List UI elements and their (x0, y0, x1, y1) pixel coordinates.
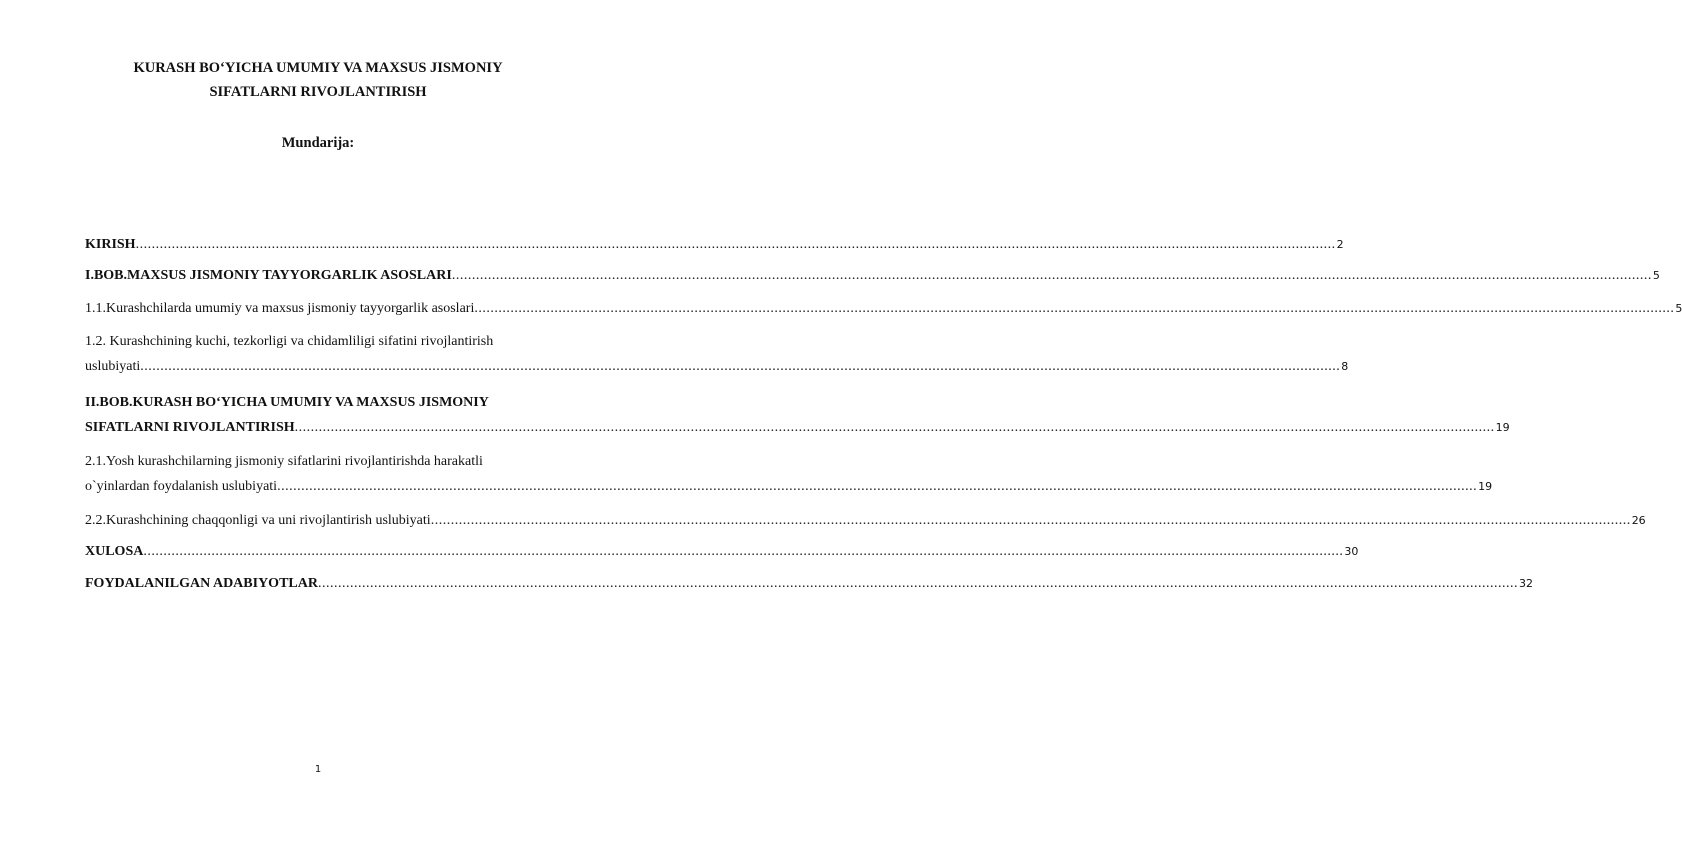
contents-heading: Mundarija: (281, 135, 355, 151)
toc-entry-text: 1.1.Kurashchilarda umumiy va maxsus jismoniy tayyorgarlik asoslari (85, 301, 475, 316)
toc-entry-text: KIRISH (85, 237, 136, 252)
toc-leader-dots: ............................................................................................................................................................................................................................................................................................................ (294, 420, 1495, 435)
title-line-2: SIFATLARNI RIVOJLANTIRISH (209, 84, 427, 100)
title-line-1: KURASH BO‘YICHA UMUMIY VA MAXSUS JISMONIY (133, 60, 503, 76)
toc-entry-text: o`yinlardan foydalanish uslubiyati (85, 479, 278, 494)
toc-page-number: 5 (1675, 302, 1682, 315)
toc-entry-text: FOYDALANILGAN ADABIYOTLAR (85, 576, 318, 591)
toc-leader-dots: ............................................................................................................................................................................................................................................................................................................ (317, 576, 1518, 591)
toc-entry-line (85, 234, 1344, 256)
toc-entry-text: XULOSA (85, 544, 144, 559)
toc-page-number: 32 (1518, 577, 1533, 590)
toc-leader-dots: ............................................................................................................................................................................................................................................................................................................ (277, 479, 1478, 494)
toc-leader-dots: ............................................................................................................................................................................................................................................................................................................ (430, 513, 1631, 528)
page-number: 1 (314, 764, 322, 775)
toc-entry-line (85, 541, 1359, 563)
toc-entry-text: 2.1.Yosh kurashchilarning jismoniy sifatlarini rivojlantirishda harakatli (85, 454, 483, 469)
toc-entry-line (85, 265, 1660, 287)
toc-leader-dots: ............................................................................................................................................................................................................................................................................................................ (474, 301, 1675, 316)
toc-entry-line (85, 417, 1510, 439)
toc-page-number: 5 (1652, 269, 1660, 282)
toc-entry-line (85, 356, 1349, 378)
toc-entry-line (85, 298, 1682, 320)
toc-entry-text: 2.2.Kurashchining chaqqonligi va uni rivojlantirish uslubiyati (85, 513, 431, 528)
toc-entry-line (85, 510, 1646, 532)
toc-entry-line (85, 331, 552, 353)
toc-leader-dots: ............................................................................................................................................................................................................................................................................................................ (140, 359, 1341, 374)
toc-page-number: 8 (1341, 360, 1349, 373)
toc-page-number: 26 (1631, 514, 1646, 527)
toc-entry-text: I.BOB.MAXSUS JISMONIY TAYYORGARLIK ASOSLARI (85, 268, 452, 283)
toc-entry-line (85, 476, 1493, 498)
toc-page-number: 19 (1478, 480, 1493, 493)
toc-entry-line (85, 573, 1533, 595)
toc-entry-text: uslubiyati (85, 359, 141, 374)
toc-entry-text: SIFATLARNI RIVOJLANTIRISH (85, 420, 295, 435)
toc-entry-line (85, 392, 552, 414)
toc-page-number: 19 (1495, 421, 1510, 434)
toc-page-number: 2 (1336, 238, 1344, 251)
toc-entry-text: 1.2. Kurashchining kuchi, tezkorligi va chidamliligi sifatini rivojlantirish (85, 334, 494, 349)
toc-leader-dots: ............................................................................................................................................................................................................................................................................................................ (143, 544, 1344, 559)
toc-leader-dots: ............................................................................................................................................................................................................................................................................................................ (135, 237, 1336, 252)
toc-leader-dots: ............................................................................................................................................................................................................................................................................................................ (451, 268, 1652, 283)
toc-entry-line (85, 451, 552, 473)
toc-page-number: 30 (1344, 545, 1359, 558)
toc-entry-text: II.BOB.KURASH BO‘YICHA UMUMIY VA MAXSUS JISMONIY (85, 395, 489, 410)
